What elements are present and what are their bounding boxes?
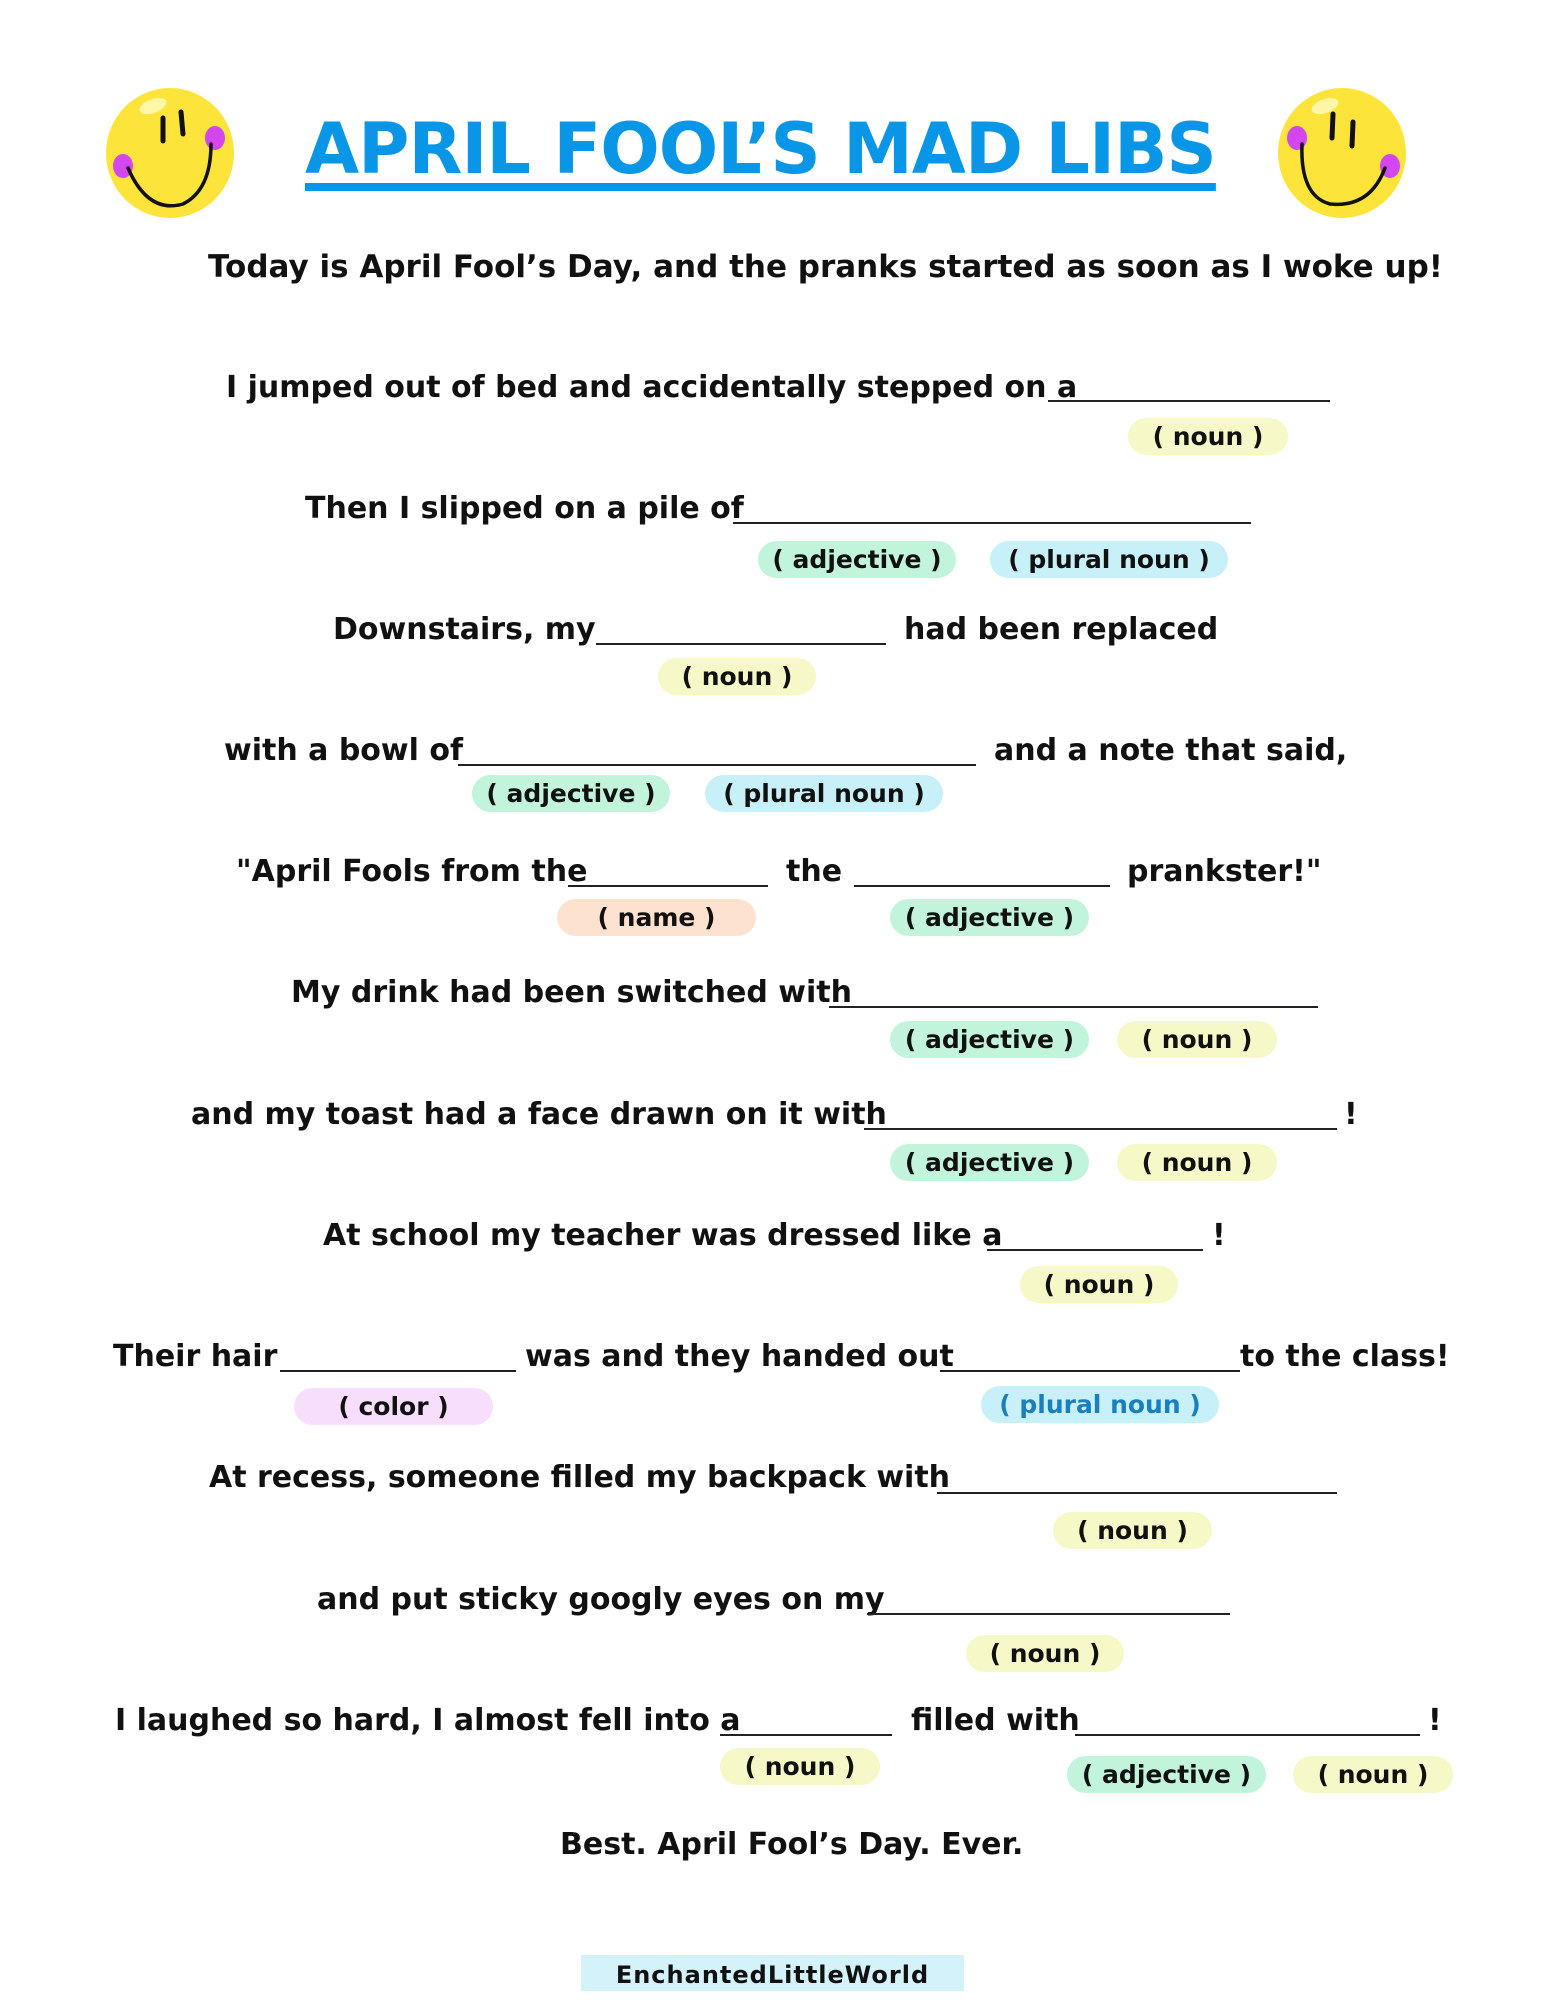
blank-field[interactable] (280, 1370, 516, 1372)
word-hint-noun: ( noun ) (720, 1748, 880, 1785)
word-hint-plural-noun: ( plural noun ) (981, 1386, 1219, 1423)
line-12-text: I laughed so hard, I almost fell into a (115, 1703, 741, 1738)
line-8-end: ! (1212, 1218, 1226, 1253)
line-3-text-b: had been replaced (904, 612, 1219, 647)
line-11-text: and put sticky googly eyes on my (317, 1582, 885, 1617)
blank-field[interactable] (829, 1006, 1318, 1008)
closing-text: Best. April Fool’s Day. Ever. (560, 1827, 1024, 1862)
word-hint-name: ( name ) (557, 899, 756, 936)
blank-field[interactable] (864, 1128, 1337, 1130)
blank-field[interactable] (937, 1492, 1337, 1494)
smiley-face-icon (103, 86, 238, 221)
line-3-text: Downstairs, my (333, 612, 596, 647)
blank-field[interactable] (867, 1613, 1230, 1615)
blank-field[interactable] (1048, 400, 1330, 402)
blank-field[interactable] (940, 1370, 1240, 1372)
word-hint-adjective: ( adjective ) (472, 775, 670, 812)
line-9-text-c: to the class! (1240, 1339, 1450, 1374)
word-hint-noun: ( noun ) (1020, 1266, 1178, 1303)
word-hint-noun: ( noun ) (966, 1635, 1124, 1672)
intro-text: Today is April Fool’s Day, and the pranks started as soon as I woke up! (208, 249, 1443, 285)
line-10-text: At recess, someone filled my backpack with (209, 1460, 951, 1495)
line-12-text-b: filled with (911, 1703, 1080, 1738)
line-5-text-b: the (786, 854, 843, 889)
footer-brand: EnchantedLittleWorld (581, 1955, 964, 1991)
word-hint-adjective: ( adjective ) (890, 1021, 1089, 1058)
word-hint-adjective: ( adjective ) (890, 1144, 1089, 1181)
page-title: APRIL FOOL’S MAD LIBS (305, 108, 1216, 190)
line-4-text: with a bowl of (224, 733, 464, 768)
line-1-text: I jumped out of bed and accidentally stepped on a (226, 370, 1078, 405)
word-hint-noun: ( noun ) (1053, 1512, 1212, 1549)
blank-field[interactable] (596, 643, 886, 645)
line-8-text: At school my teacher was dressed like a (323, 1218, 1003, 1253)
smiley-face-icon (1275, 86, 1410, 221)
line-5-text-c: prankster!" (1127, 854, 1322, 889)
line-7-text: and my toast had a face drawn on it with (191, 1097, 887, 1132)
word-hint-color: ( color ) (294, 1388, 493, 1425)
line-7-end: ! (1344, 1097, 1358, 1132)
blank-field[interactable] (1075, 1734, 1420, 1736)
blank-field[interactable] (568, 885, 768, 887)
word-hint-noun: ( noun ) (658, 658, 816, 695)
word-hint-plural-noun: ( plural noun ) (990, 541, 1228, 578)
line-12-end: ! (1428, 1703, 1442, 1738)
blank-field[interactable] (458, 764, 976, 766)
blank-field[interactable] (854, 885, 1110, 887)
line-6-text: My drink had been switched with (291, 975, 852, 1010)
line-9-text-b: was and they handed out (525, 1339, 954, 1374)
word-hint-adjective: ( adjective ) (1067, 1756, 1266, 1793)
word-hint-adjective: ( adjective ) (758, 541, 956, 578)
word-hint-noun: ( noun ) (1128, 418, 1288, 455)
line-4-text-b: and a note that said, (994, 733, 1348, 768)
blank-field[interactable] (987, 1249, 1203, 1251)
line-5-text: "April Fools from the (236, 854, 588, 889)
word-hint-noun: ( noun ) (1117, 1144, 1277, 1181)
word-hint-noun: ( noun ) (1293, 1756, 1453, 1793)
blank-field[interactable] (733, 522, 1251, 524)
line-2-text: Then I slipped on a pile of (305, 491, 744, 526)
word-hint-plural-noun: ( plural noun ) (705, 775, 943, 812)
line-9-text: Their hair (113, 1339, 278, 1374)
word-hint-noun: ( noun ) (1117, 1021, 1277, 1058)
word-hint-adjective: ( adjective ) (890, 899, 1089, 936)
blank-field[interactable] (720, 1734, 892, 1736)
